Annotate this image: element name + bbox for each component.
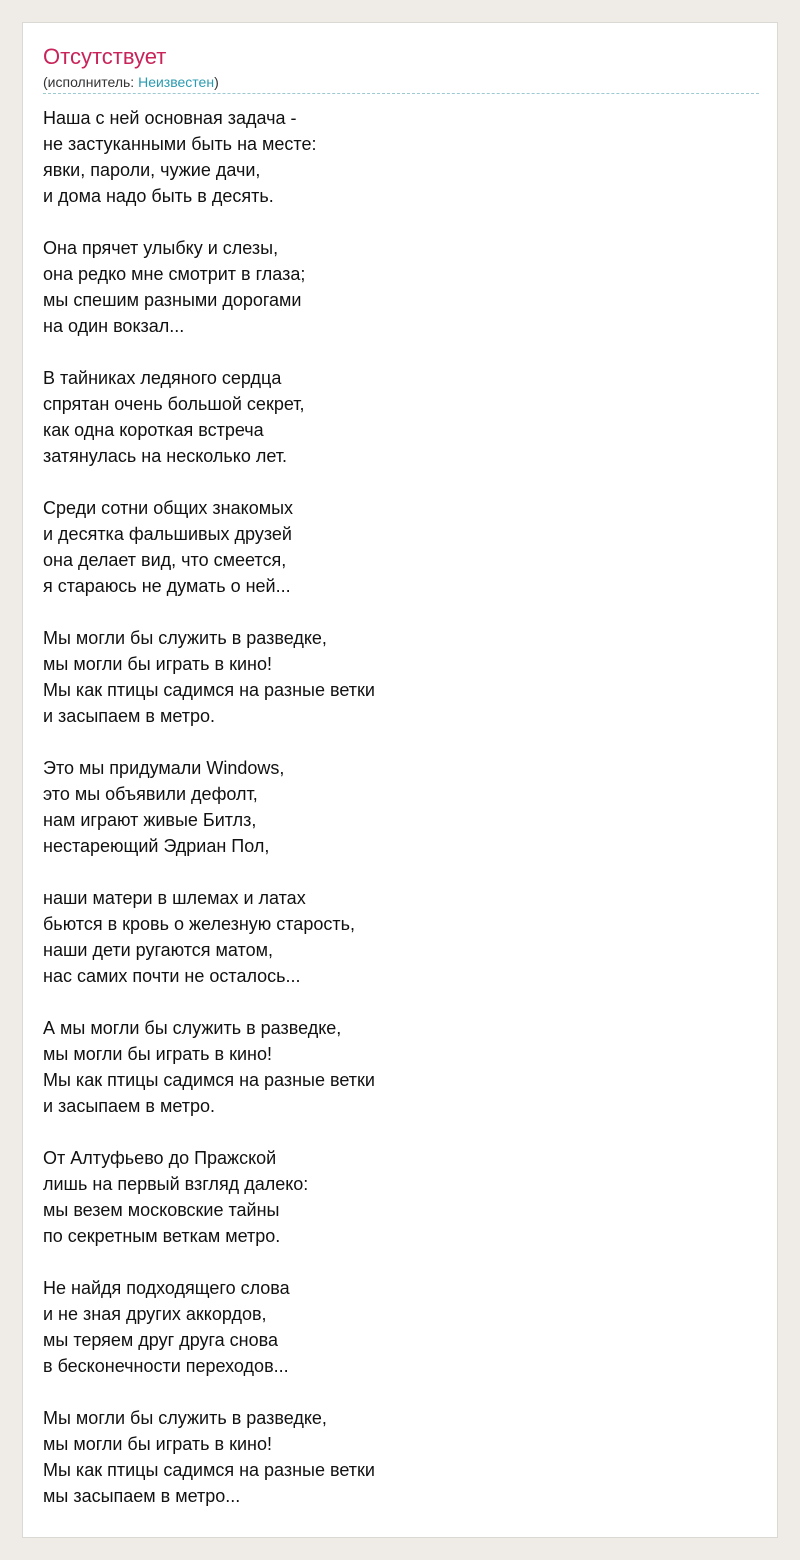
lyrics-stanza xyxy=(43,625,375,729)
lyrics-line: мы могли бы играть в кино! xyxy=(43,1044,272,1064)
artist-link[interactable]: Неизвестен xyxy=(138,74,215,90)
lyrics-stanza xyxy=(43,1145,375,1249)
lyrics-card xyxy=(22,22,778,1538)
lyrics-line: Не найдя подходящего слова xyxy=(43,1278,290,1298)
lyrics-line: на один вокзал... xyxy=(43,316,185,336)
title-divider xyxy=(43,93,759,94)
lyrics-line: мы теряем друг друга снова xyxy=(43,1330,279,1350)
lyrics-stanza xyxy=(43,105,375,209)
lyrics-line: как одна короткая встреча xyxy=(43,420,264,440)
lyrics-line: Среди сотни общих знакомых xyxy=(43,498,294,518)
lyrics-line: Мы как птицы садимся на разные ветки xyxy=(43,680,375,700)
lyrics-line: Мы могли бы служить в разведке, xyxy=(43,1408,327,1428)
lyrics-line: затянулась на несколько лет. xyxy=(43,446,288,466)
lyrics-line: мы спешим разными дорогами xyxy=(43,290,302,310)
lyrics-stanza xyxy=(43,235,375,339)
lyrics-line: наши матери в шлемах и латах xyxy=(43,888,306,908)
lyrics-line: От Алтуфьево до Пражской xyxy=(43,1148,277,1168)
lyrics-line: мы засыпаем в метро... xyxy=(43,1486,241,1506)
lyrics-line: и десятка фальшивых друзей xyxy=(43,524,292,544)
lyrics-line: Мы как птицы садимся на разные ветки xyxy=(43,1070,375,1090)
lyrics-line: по секретным веткам метро. xyxy=(43,1226,281,1246)
lyrics-line: Мы могли бы служить в разведке, xyxy=(43,628,327,648)
lyrics-line: в бесконечности переходов... xyxy=(43,1356,289,1376)
song-title: Отсутствует xyxy=(43,44,167,69)
lyrics-line: и не зная других аккордов, xyxy=(43,1304,267,1324)
lyrics-stanza xyxy=(43,1275,375,1379)
lyrics-line: я стараюсь не думать о ней... xyxy=(43,576,291,596)
lyrics-line: Это мы придумали Windows, xyxy=(43,758,285,778)
lyrics-line: мы могли бы играть в кино! xyxy=(43,1434,272,1454)
lyrics-line: и засыпаем в метро. xyxy=(43,1096,216,1116)
lyrics-line: бьются в кровь о железную старость, xyxy=(43,914,355,934)
lyrics-line: явки, пароли, чужие дачи, xyxy=(43,160,261,180)
lyrics-line: Мы как птицы садимся на разные ветки xyxy=(43,1460,375,1480)
artist-suffix: ) xyxy=(214,74,219,90)
lyrics-line: Она прячет улыбку и слезы, xyxy=(43,238,279,258)
lyrics-stanza xyxy=(43,1015,375,1119)
lyrics-line: лишь на первый взгляд далеко: xyxy=(43,1174,309,1194)
artist-line xyxy=(43,73,219,91)
lyrics-line: и дома надо быть в десять. xyxy=(43,186,274,206)
lyrics-line: нам играют живые Битлз, xyxy=(43,810,257,830)
lyrics-line: наши дети ругаются матом, xyxy=(43,940,273,960)
lyrics-stanza xyxy=(43,1405,375,1509)
lyrics-line: мы везем московские тайны xyxy=(43,1200,280,1220)
lyrics-line: не застуканными быть на месте: xyxy=(43,134,317,154)
lyrics-line: Наша с ней основная задача - xyxy=(43,108,297,128)
lyrics-line: В тайниках ледяного сердца xyxy=(43,368,282,388)
artist-prefix: (исполнитель: xyxy=(43,74,139,90)
lyrics-line: это мы объявили дефолт, xyxy=(43,784,258,804)
lyrics-line: нас самих почти не осталось... xyxy=(43,966,301,986)
lyrics-line: мы могли бы играть в кино! xyxy=(43,654,272,674)
lyrics-line: А мы могли бы служить в разведке, xyxy=(43,1018,342,1038)
lyrics-line: и засыпаем в метро. xyxy=(43,706,216,726)
lyrics-text xyxy=(43,105,375,1535)
lyrics-line: спрятан очень большой секрет, xyxy=(43,394,305,414)
lyrics-stanza xyxy=(43,755,375,859)
lyrics-line: она редко мне смотрит в глаза; xyxy=(43,264,306,284)
lyrics-stanza xyxy=(43,885,375,989)
lyrics-stanza xyxy=(43,365,375,469)
lyrics-line: нестареющий Эдриан Пол, xyxy=(43,836,270,856)
lyrics-stanza xyxy=(43,495,375,599)
lyrics-line: она делает вид, что смеется, xyxy=(43,550,287,570)
